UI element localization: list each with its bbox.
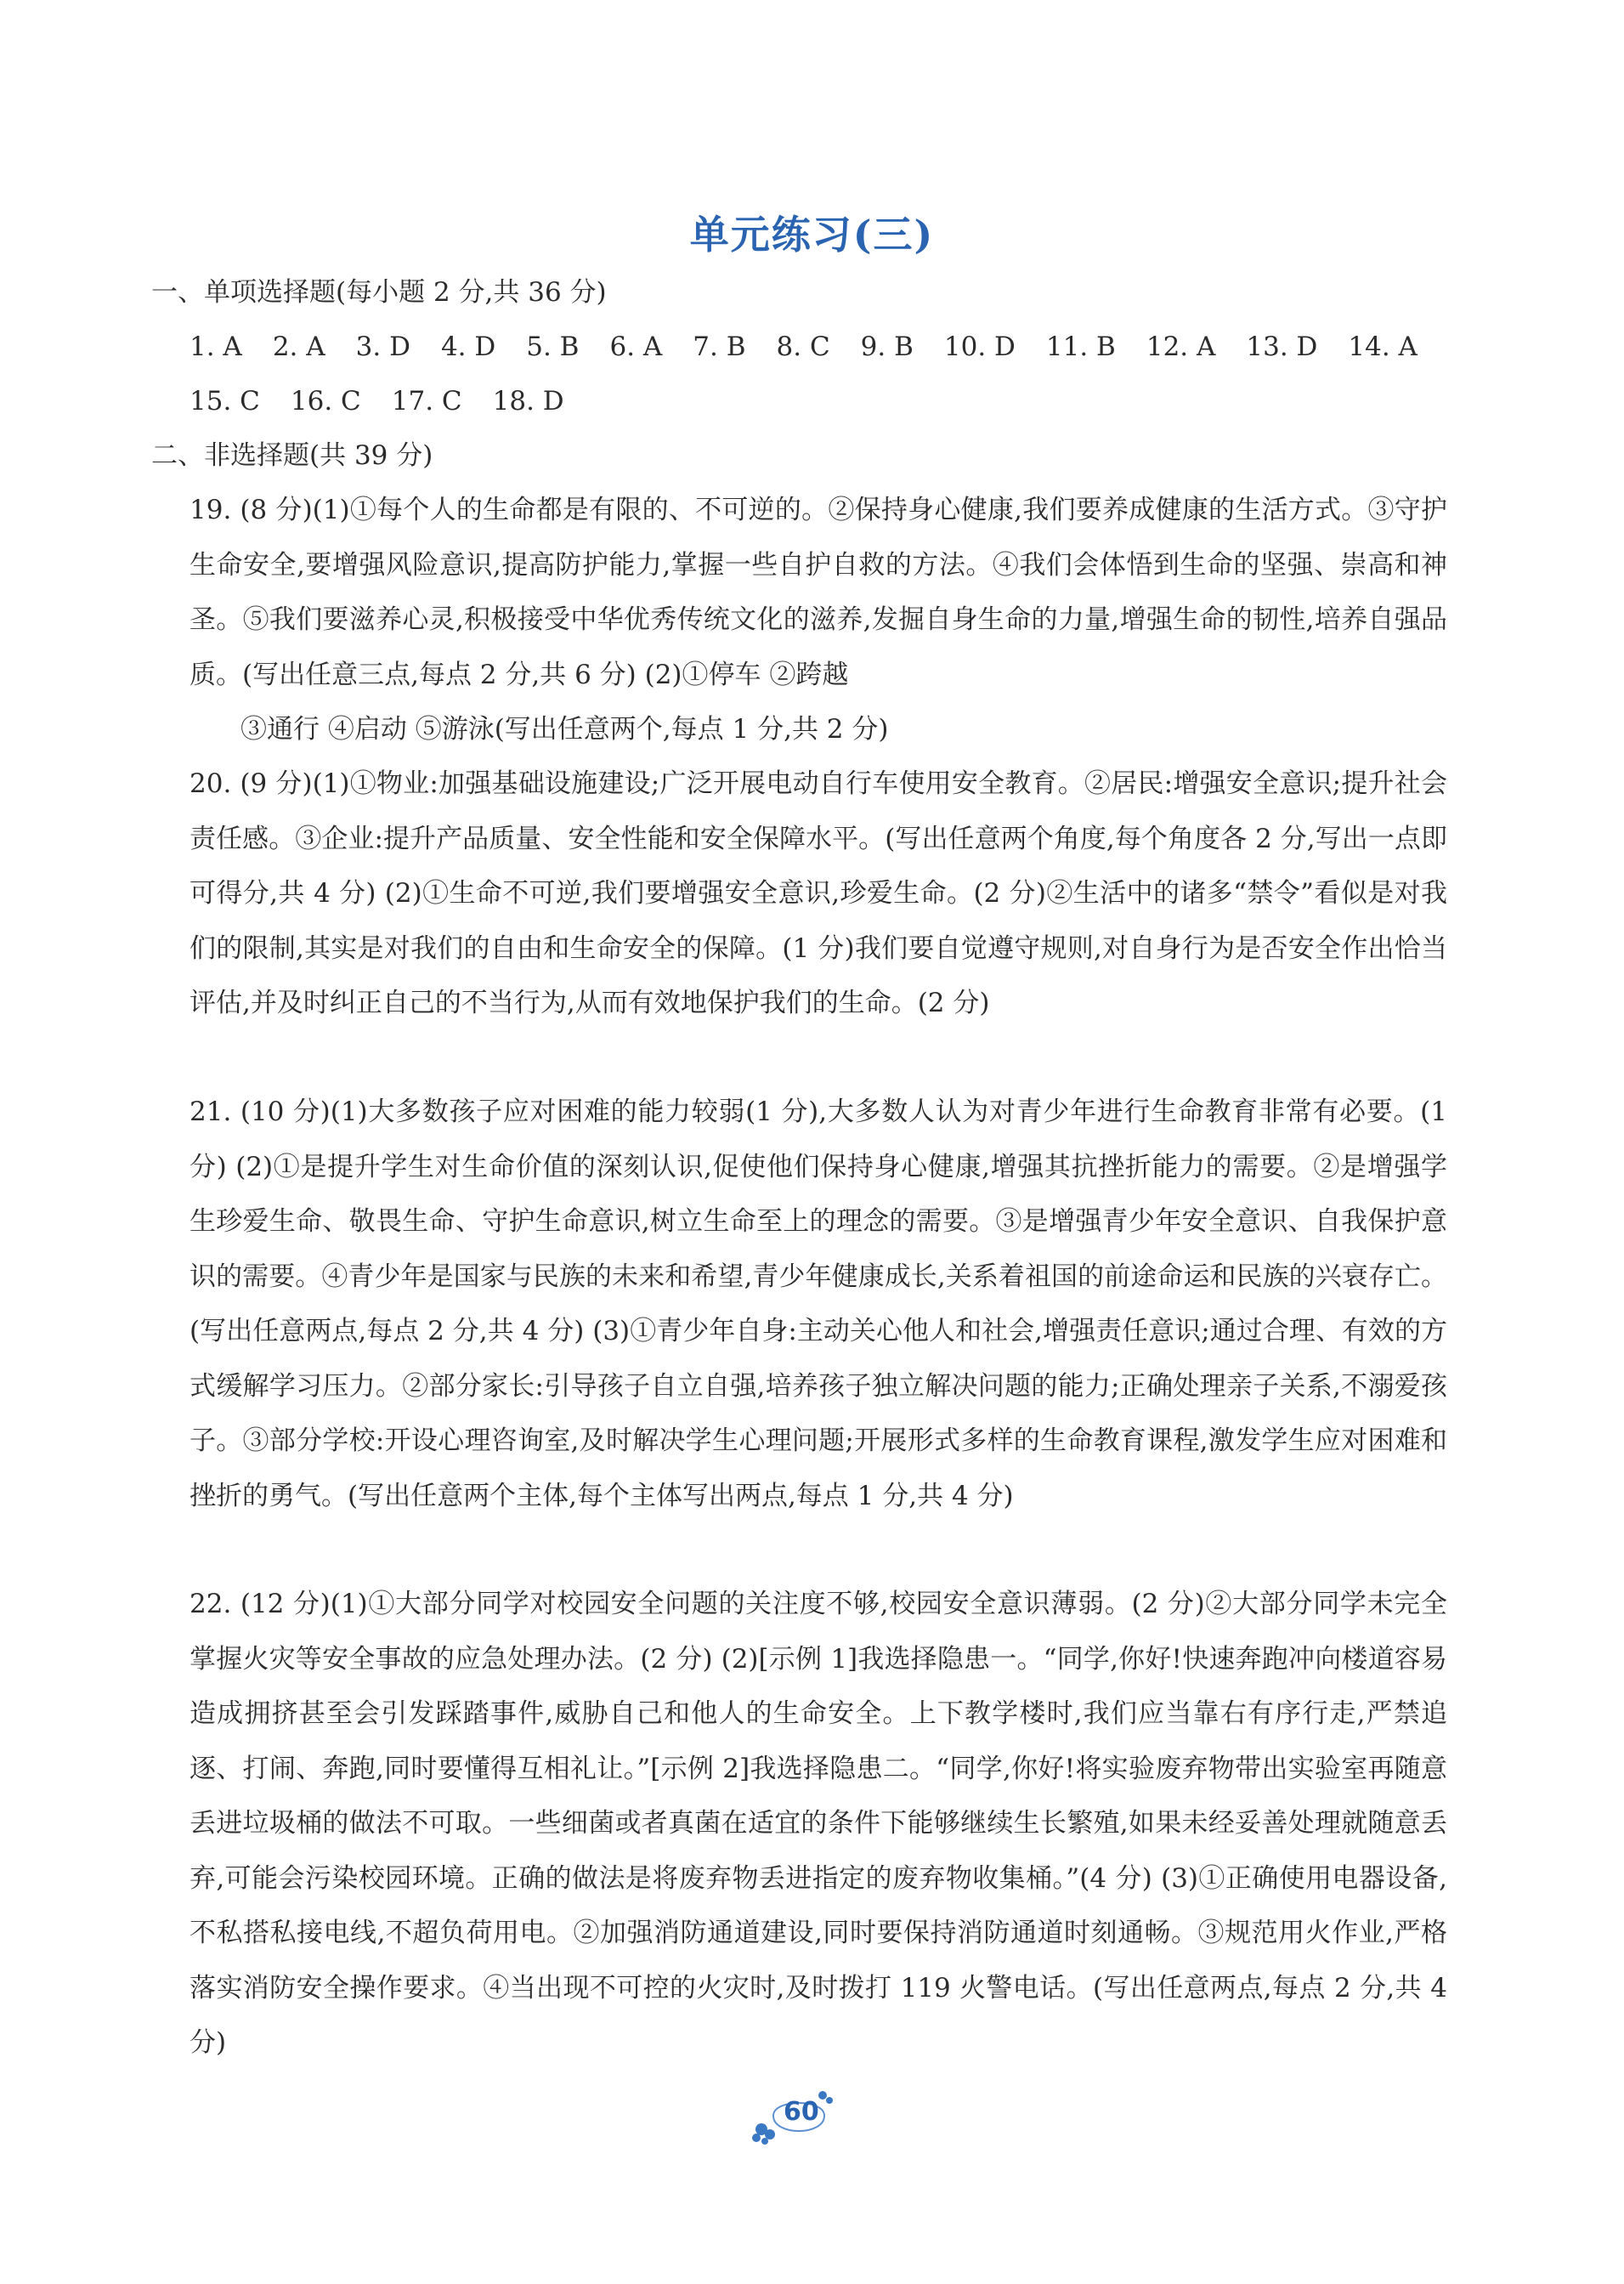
question-19 (190, 483, 1447, 757)
section2-heading: 二、非选择题(共 39 分) (151, 440, 433, 471)
question-19-text: 19. (8 分)(1)①每个人的生命都是有限的、不可逆的。②保持身心健康,我们要养成健康的生活方式。③守护生命安全,要增强风险意识,提高防护能力,掌握一些自护自救的方法。④我们会体悟到生命的坚强、崇高和神圣。⑤我们要滋养心灵,积极接受中华优秀传统文化的滋养,发掘自身生命的力量,增强生命的韧性,培养自强品质。(写出任意三点,每点 2 分,共 6 分) (2)①停车 ②跨越 (190, 495, 1447, 690)
choice-answer: 6. A (609, 332, 663, 362)
choice-answer: 2. A (272, 332, 325, 362)
choice-answer: 8. C (776, 332, 830, 362)
question-21: 21. (10 分)(1)大多数孩子应对困难的能力较弱(1 分),大多数人认为对青少年进行生命教育非常有必要。(1 分) (2)①是提升学生对生命价值的深刻认识,促使他们保持身心健康,增强其抗挫折能力的需要。②是增强学生珍爱生命、敬畏生命、守护生命意识,树立生命至上的理念的需要。③是增强青少年安全意识、自我保护意识的需要。④青少年是国家与民族的未来和希望,青少年健康成长,关系着祖国的前途命运和民族的兴衰存亡。(写出任意两点,每点 2 分,共 4 分) (3)①青少年自身:主动关心他人和社会,增强责任意识;通过合理、有效的方式缓解学习压力。②部分家长:引导孩子自立自强,培养孩子独立解决问题的能力;正确处理亲子关系,不溺爱孩子。③部分学校:开设心理咨询室,及时解决学生心理问题;开展形式多样的生命教育课程,激发学生应对困难和挫折的勇气。(写出任意两个主体,每个主体写出两点,每点 1 分,共 4 分) (190, 1097, 1447, 1511)
section1-heading: 一、单项选择题(每小题 2 分,共 36 分) (151, 277, 607, 308)
choice-answer: 13. D (1246, 332, 1318, 362)
choice-answer: 16. C (290, 386, 361, 417)
choice-answer: 15. C (190, 386, 260, 417)
page-title: 单元练习(三) (689, 212, 935, 258)
page-number-badge (748, 2087, 841, 2146)
question-20: 20. (9 分)(1)①物业:加强基础设施建设;广泛开展电动自行车使用安全教育。②居民:增强安全意识;提升社会责任感。③企业:提升产品质量、安全性能和安全保障水平。(写出任意两个角度,每个角度各 2 分,写出一点即可得分,共 4 分) (2)①生命不可逆,我们要增强安全意识,珍爱生命。(2 分)②生活中的诸多“禁令”看似是对我们的限制,其实是对我们的自由和生命安全的保障。(1 分)我们要自觉遵守规则,对自身行为是否安全作出恰当评估,并及时纠正自己的不当行为,从而有效地保护我们的生命。(2 分) (190, 768, 1447, 1018)
question-19-tail: ③通行 ④启动 ⑤游泳(写出任意两个,每点 1 分,共 2 分) (240, 714, 889, 745)
choice-answer: 5. B (526, 332, 580, 362)
choice-answer: 3. D (355, 332, 410, 362)
choice-answer: 14. A (1348, 332, 1417, 362)
choice-answer: 7. B (693, 332, 746, 362)
choice-answer: 9. B (860, 332, 914, 362)
choice-answer: 4. D (440, 332, 496, 362)
choice-answer: 18. D (492, 386, 564, 417)
choice-answer: 17. C (391, 386, 462, 417)
page-number: 60 (784, 2097, 819, 2127)
choice-answer: 11. B (1045, 332, 1116, 362)
choice-answer: 12. A (1146, 332, 1216, 362)
choice-answer: 1. A (190, 332, 242, 362)
question-22: 22. (12 分)(1)①大部分同学对校园安全问题的关注度不够,校园安全意识薄弱。(2 分)②大部分同学未完全掌握火灾等安全事故的应急处理办法。(2 分) (2)[示例 1]我选择隐患一。“同学,你好!快速奔跑冲向楼道容易造成拥挤甚至会引发踩踏事件,威胁自己和他人的生命安全。上下教学楼时,我们应当靠右有序行走,严禁追逐、打闹、奔跑,同时要懂得互相礼让。”[示例 2]我选择隐患二。“同学,你好!将实验废弃物带出实验室再随意丢进垃圾桶的做法不可取。一些细菌或者真菌在适宜的条件下能够继续生长繁殖,如果未经妥善处理就随意丢弃,可能会污染校园环境。正确的做法是将废弃物丢进指定的废弃物收集桶。”(4 分) (3)①正确使用电器设备,不私搭私接电线,不超负荷用电。②加强消防通道建设,同时要保持消防通道时刻通畅。③规范用火作业,严格落实消防安全操作要求。④当出现不可控的火灾时,及时拨打 119 火警电话。(写出任意两点,每点 2 分,共 4 分) (190, 1589, 1447, 2058)
choice-answers (190, 320, 1473, 428)
choice-answer: 10. D (943, 332, 1016, 362)
